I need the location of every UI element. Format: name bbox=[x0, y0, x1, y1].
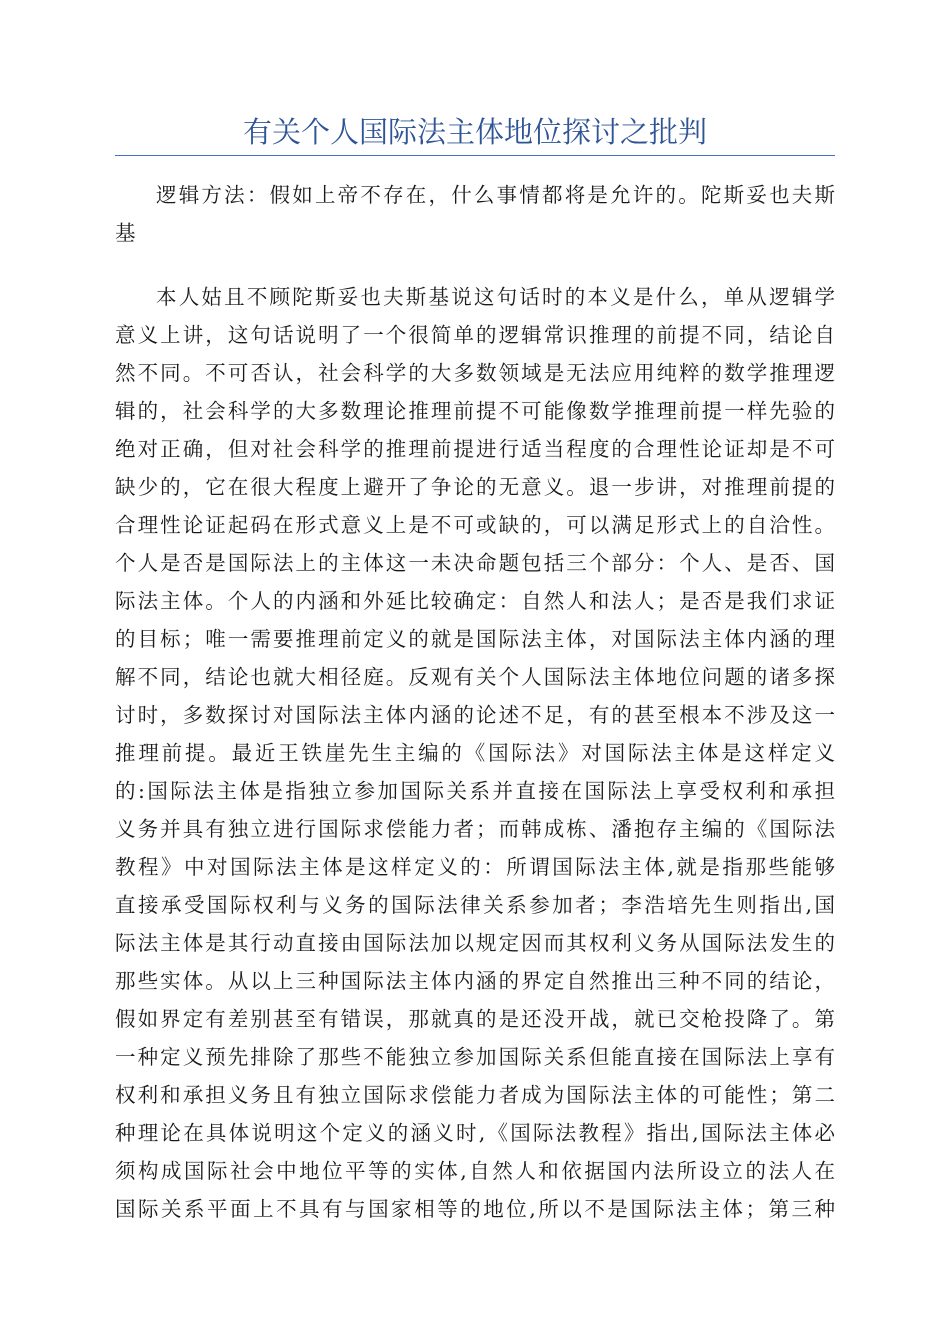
paragraph-line: 逻辑方法：假如上帝不存在，什么事情都将是允许的。陀斯妥也夫斯 bbox=[156, 183, 835, 207]
paragraph-line: 本人姑且不顾陀斯妥也夫斯基说这句话时的本义是什么，单从逻辑学 bbox=[156, 285, 835, 309]
paragraph-line: 缺少的，它在很大程度上避开了争论的无意义。退一步讲，对推理前提的 bbox=[115, 475, 835, 499]
document-body bbox=[115, 176, 835, 1228]
paragraph-line: 国际关系平面上不具有与国家相等的地位,所以不是国际法主体；第三种 bbox=[115, 1197, 835, 1221]
paragraph-line: 教程》中对国际法主体是这样定义的：所谓国际法主体,就是指那些能够 bbox=[115, 855, 835, 879]
paragraph-line: 直接承受国际权利与义务的国际法律关系参加者；李浩培先生则指出,国 bbox=[115, 893, 835, 917]
paragraph-line: 那些实体。从以上三种国际法主体内涵的界定自然推出三种不同的结论， bbox=[115, 969, 835, 993]
paragraph-line: 个人是否是国际法上的主体这一未决命题包括三个部分：个人、是否、国 bbox=[115, 551, 835, 575]
title-underline bbox=[115, 155, 835, 156]
paragraph-line: 义务并具有独立进行国际求偿能力者；而韩成栋、潘抱存主编的《国际法 bbox=[115, 817, 835, 841]
paragraph-line: 基 bbox=[115, 221, 136, 245]
paragraph-line: 的目标；唯一需要推理前定义的就是国际法主体，对国际法主体内涵的理 bbox=[115, 627, 835, 651]
paragraph-line: 意义上讲，这句话说明了一个很简单的逻辑常识推理的前提不同，结论自 bbox=[115, 323, 835, 347]
paragraph-line: 绝对正确，但对社会科学的推理前提进行适当程度的合理性论证却是不可 bbox=[115, 437, 835, 461]
paragraph-line: 种理论在具体说明这个定义的涵义时,《国际法教程》指出,国际法主体必 bbox=[115, 1121, 835, 1145]
paragraph-line: 解不同，结论也就大相径庭。反观有关个人国际法主体地位问题的诸多探 bbox=[115, 665, 835, 689]
paragraph-line: 际法主体。个人的内涵和外延比较确定：自然人和法人；是否是我们求证 bbox=[115, 589, 835, 613]
paragraph-line: 推理前提。最近王铁崖先生主编的《国际法》对国际法主体是这样定义 bbox=[115, 741, 835, 765]
paragraph-line: 假如界定有差别甚至有错误，那就真的是还没开战，就已交枪投降了。第 bbox=[115, 1007, 835, 1031]
paragraph-line: 合理性论证起码在形式意义上是不可或缺的，可以满足形式上的自洽性。 bbox=[115, 513, 835, 537]
paragraph-line: 际法主体是其行动直接由国际法加以规定因而其权利义务从国际法发生的 bbox=[115, 931, 835, 955]
paragraph-line: 须构成国际社会中地位平等的实体,自然人和依据国内法所设立的法人在 bbox=[115, 1159, 835, 1183]
paragraph-line: 辑的，社会科学的大多数理论推理前提不可能像数学推理前提一样先验的 bbox=[115, 399, 835, 423]
page-title: 有关个人国际法主体地位探讨之批判 bbox=[242, 115, 707, 149]
paragraph-line: 讨时，多数探讨对国际法主体内涵的论述不足，有的甚至根本不涉及这一 bbox=[115, 703, 835, 727]
paragraph-line: 一种定义预先排除了那些不能独立参加国际关系但能直接在国际法上享有 bbox=[115, 1045, 835, 1069]
paragraph-epigraph bbox=[115, 176, 835, 252]
paragraph-line: 权利和承担义务且有独立国际求偿能力者成为国际法主体的可能性；第二 bbox=[115, 1083, 835, 1107]
paragraph-line: 的:国际法主体是指独立参加国际关系并直接在国际法上享受权利和承担 bbox=[115, 779, 835, 803]
paragraph-main bbox=[115, 278, 835, 1228]
paragraph-line: 然不同。不可否认，社会科学的大多数领域是无法应用纯粹的数学推理逻 bbox=[115, 361, 835, 385]
